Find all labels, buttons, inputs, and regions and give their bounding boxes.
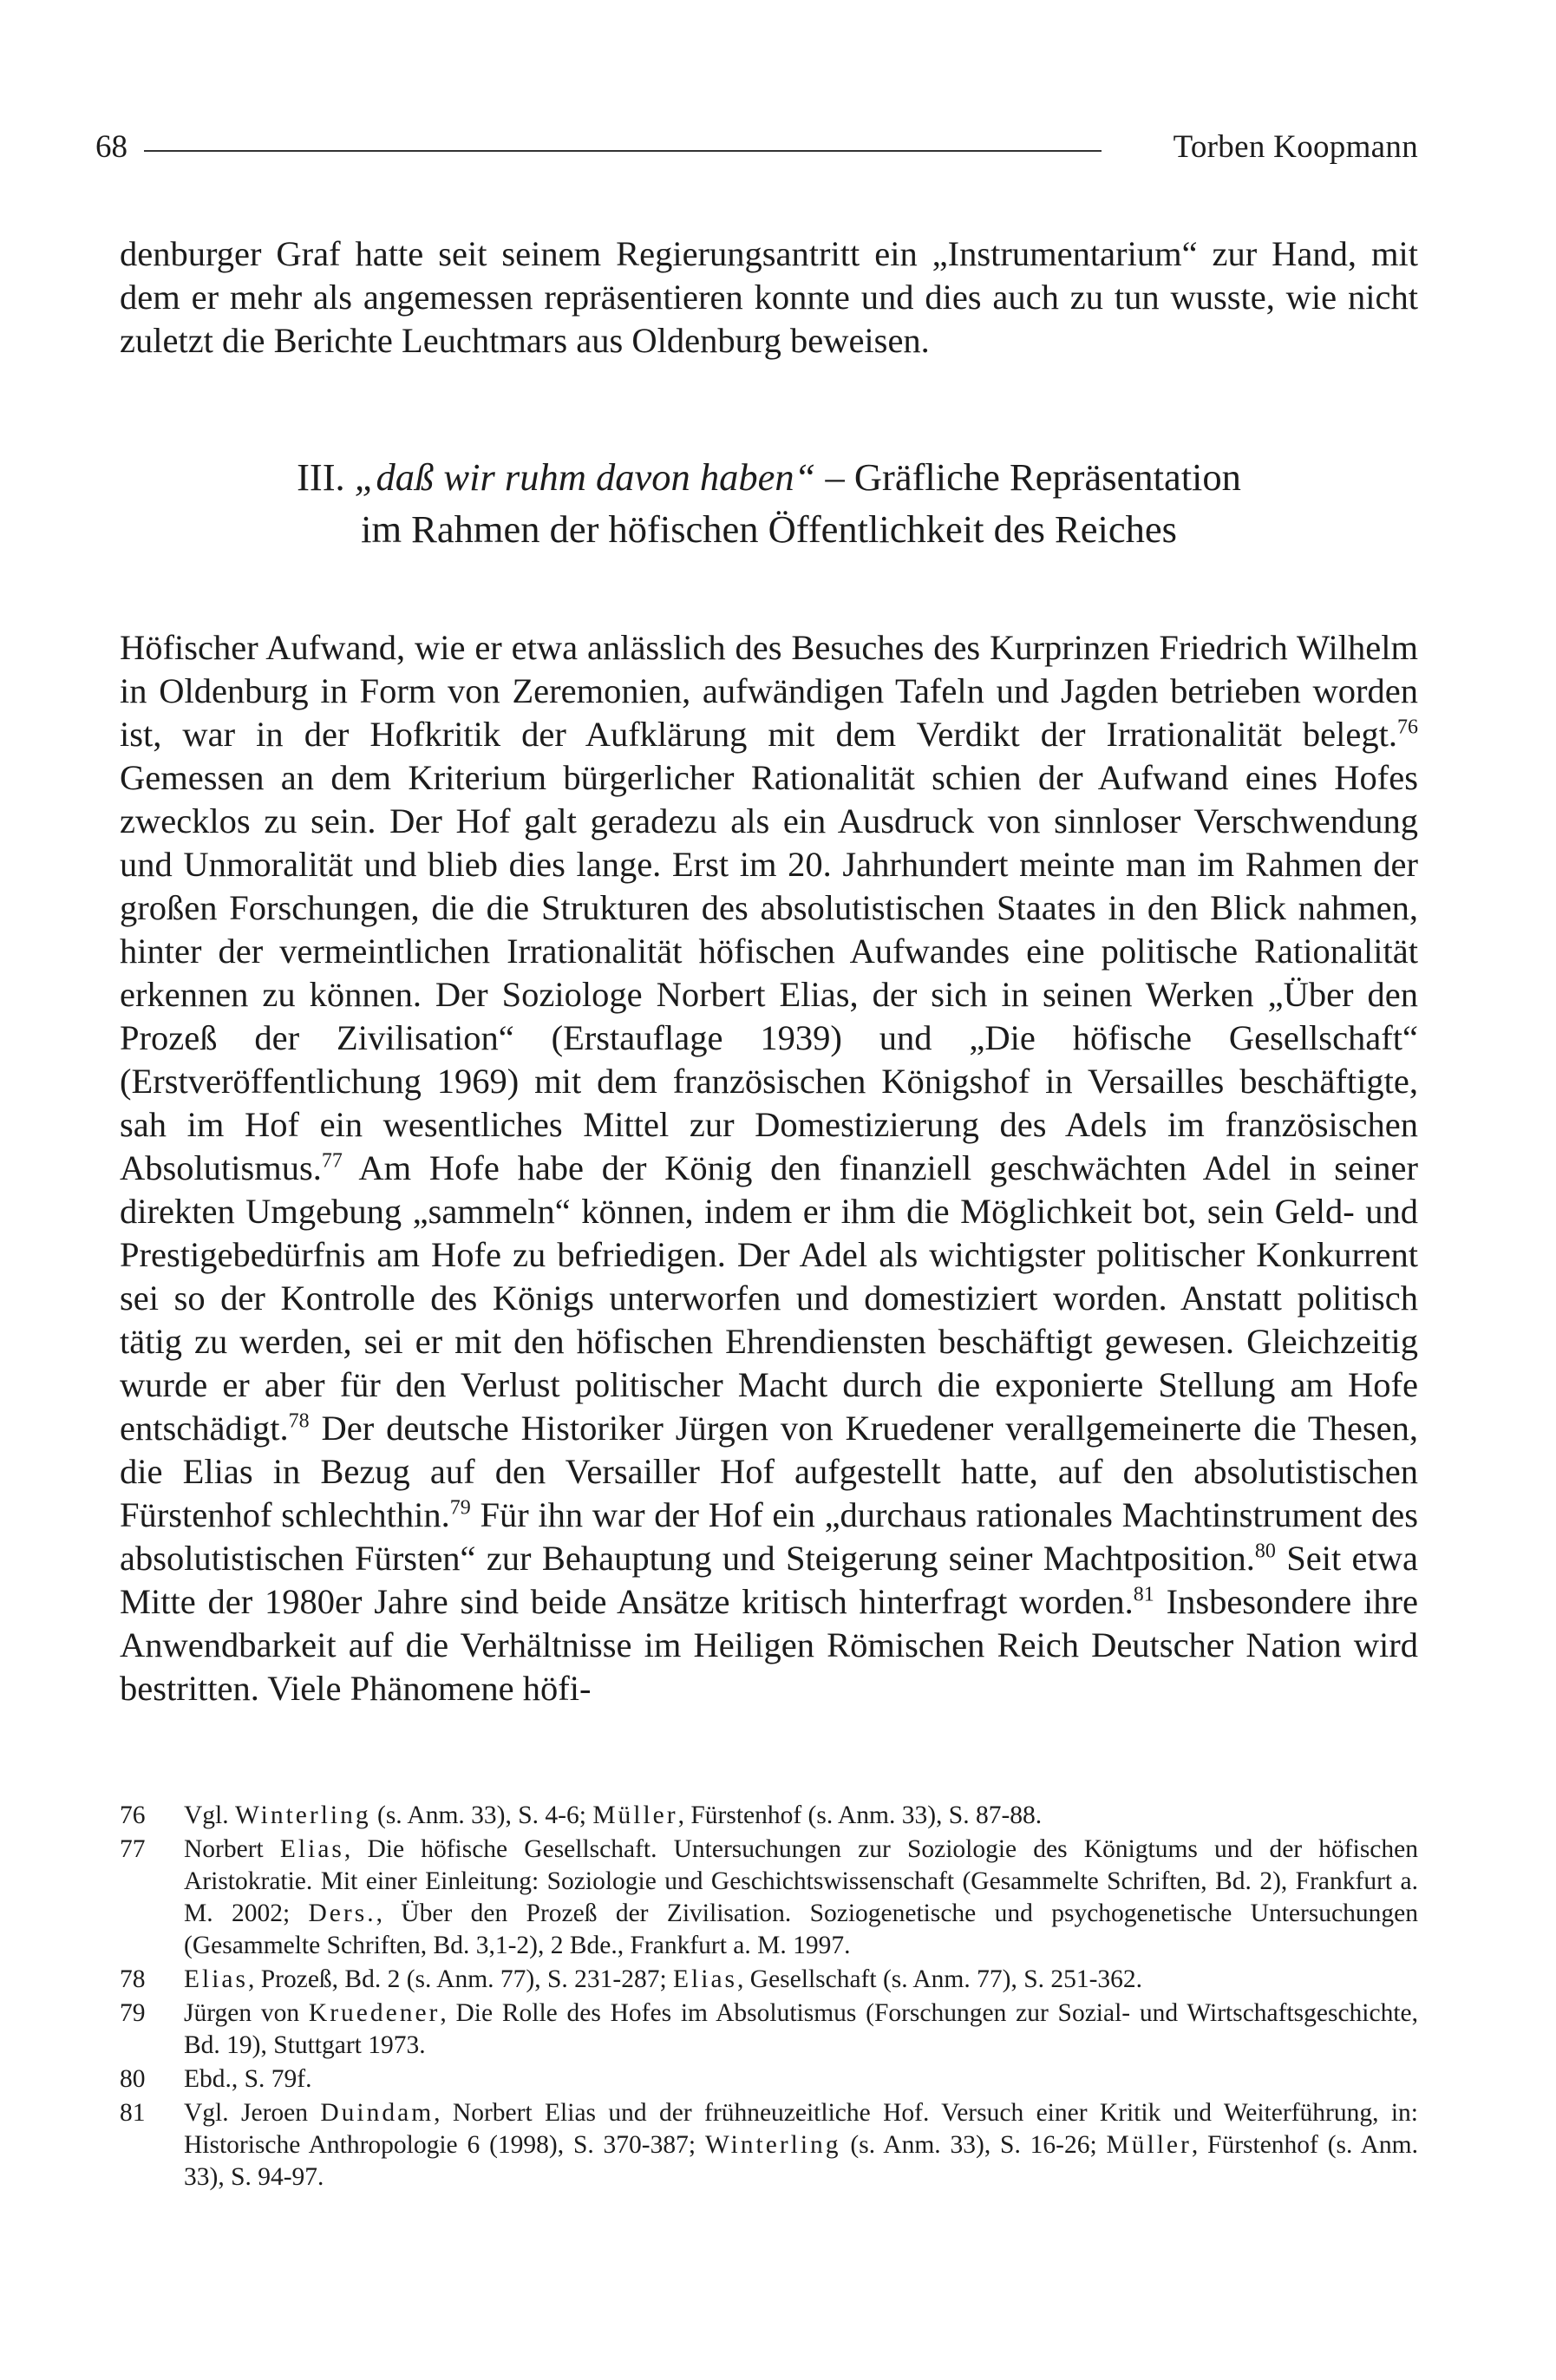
paragraph-continuation: denburger Graf hatte seit seinem Regierungsantritt ein „Instrumentarium“ zur Hand, mit dem er mehr als angemessen repräsentieren konnte und dies auch zu tun wusste, wie nicht zuletzt die Berichte Leuchtmars aus Oldenburg beweisen. [120,234,1418,360]
footnote-ref: 81 [1133,1583,1154,1606]
footnote-author: Elias [673,1965,738,1993]
sentence: Der deutsche Historiker Jürgen von Kruedener verallgemeinerte die Thesen, die Elias in Bezug auf den Versailler Hof aufgestellt hatte, auf den absolutistischen Fürstenhof schlechthin. [120,1409,1418,1534]
section-title-line1: – Gräfliche Repräsentation [825,455,1241,499]
footnote-author: Winterling [704,2131,841,2159]
footnote-author: Müller [592,1801,678,1829]
footnote-ref: 78 [288,1409,310,1433]
footnote-81 [120,2097,1418,2194]
footnote-number: 79 [120,1999,146,2027]
page-number: 68 [95,129,127,165]
footnote-text: , Fürstenhof (s. Anm. 33), S. 87-88. [677,1801,1043,1829]
footnote-number: 76 [120,1801,146,1829]
section-title-line2: im Rahmen der höfischen Öffentlichkeit des Reiches [361,507,1177,551]
sentence: Seit etwa Mitte der 1980er Jahre sind beide Ansätze kritisch hinterfragt worden. [120,1539,1418,1621]
body-paragraph [120,626,1418,1710]
footnote-text: Vgl. Jeroen [184,2099,321,2127]
section-numeral: III. [297,455,345,499]
footnote-text: (s. Anm. 33), S. 4-6; [370,1801,593,1829]
footnote-78 [120,1964,1418,1996]
section-heading [120,451,1418,555]
footnote-number: 80 [120,2065,146,2093]
running-head-author: Torben Koopmann [1173,129,1418,165]
section-quote: „daß wir ruhm davon haben“ [354,455,816,499]
footnotes [120,1800,1418,2195]
footnote-text: , Gesellschaft (s. Anm. 77), S. 251-362. [737,1965,1143,1993]
sentence: Am Hofe habe der König den finanziell geschwächten Adel in seiner direkten Umgebung „sammeln“ können, indem er ihm die Möglichkeit bot, sein Geld- und Prestigebedürfnis am Hofe zu befriedigen. Der Adel als wichtigster politischer Konkurrent sei so der Kontrolle des Königs unterworfen und domestiziert worden. Anstatt politisch tätig zu werden, sei er mit den höfischen Ehrendiensten beschäftigt gewesen. Gleichzeitig wurde er aber für den Verlust politischer Macht durch die exponierte Stellung am Hofe entschädigt. [120,1148,1418,1448]
footnote-ref: 76 [1397,716,1418,739]
sentence: Für ihn war der Hof ein „durchaus rationales Machtinstrument des absolutistischen Fürsten“ zur Behauptung und Steigerung seiner Machtposition. [120,1495,1418,1578]
sentence: Gemessen an dem Kriterium bürgerlicher Rationalität schien der Aufwand eines Hofes zwecklos zu sein. Der Hof galt geradezu als ein Ausdruck von sinnloser Verschwendung und Unmoralität und blieb dies lange. Erst im 20. Jahrhundert meinte man im Rahmen der großen Forschungen, die die Strukturen des absolutistischen Staates in den Blick nahmen, hinter der vermeintlichen Irrationalität höfischen Aufwandes eine politische Rationalität erkennen zu können. Der Soziologe Norbert Elias, der sich in seinen Werken „Über den Prozeß der Zivilisation“ (Erstauflage 1939) und „Die höfische Gesellschaft“ (Erstveröffentlichung 1969) mit dem französischen Königshof in Versailles beschäftigte, sah im Hof ein wesentliches Mittel zur Domestizierung des Adels im französischen Absolutismus. [120,758,1418,1187]
footnote-ref: 79 [449,1496,471,1520]
footnote-79 [120,1998,1418,2062]
footnote-ref: 80 [1254,1540,1276,1563]
footnote-text: Jürgen von [184,1999,309,2027]
footnote-76 [120,1800,1418,1832]
footnote-80 [120,2063,1418,2096]
footnote-text: , Norbert Elias und der frühneuzeitliche Hof. Versuch einer Kritik und Weiterführung, in: Historische Anthropologie 6 (1998), S. 370-387; [184,2099,1418,2159]
footnote-author: Müller [1106,2131,1192,2159]
footnote-text: (s. Anm. 33), S. 16-26; [840,2131,1107,2159]
footnote-77 [120,1834,1418,1962]
footnote-author: Elias [279,1835,344,1863]
footnote-text: Vgl. [184,1801,235,1829]
sentence: Höfischer Aufwand, wie er etwa anlässlich des Besuches des Kurprinzen Friedrich Wilhelm in Oldenburg in Form von Zeremonien, aufwändigen Tafeln und Jagden betrieben worden ist, war in der Hofkritik der Aufklärung mit dem Verdikt der Irrationalität belegt. [120,628,1418,754]
footnote-text: , Die Rolle des Hofes im Absolutismus (Forschungen zur Sozial- und Wirtschaftsgeschichte, Bd. 19), Stuttgart 1973. [184,1999,1418,2059]
footnote-author: Kruedener [308,1999,441,2027]
footnote-text: , Über den Prozeß der Zivilisation. Soziogenetische und psychogenetische Untersuchungen (Gesammelte Schriften, Bd. 3,1-2), 2 Bde., Frankfurt a. M. 1997. [184,1899,1418,1959]
footnote-author: Elias [184,1965,248,1993]
footnote-text: Ebd., S. 79f. [184,2065,312,2093]
footnote-number: 78 [120,1965,146,1993]
footnote-text: , Prozeß, Bd. 2 (s. Anm. 77), S. 231-287; [248,1965,674,1993]
footnote-number: 81 [120,2099,146,2127]
page-header [95,121,1418,173]
footnote-text: , Fürstenhof (s. Anm. 33), S. 94-97. [184,2131,1418,2191]
footnote-ref: 77 [321,1149,343,1173]
footnote-text: Norbert [184,1835,280,1863]
footnote-author: Ders. [308,1899,376,1927]
footnote-number: 77 [120,1835,146,1863]
footnote-author: Winterling [235,1801,371,1829]
footnote-text: , Die höfische Gesellschaft. Untersuchungen zur Soziologie des Königtums und der höfischen Aristokratie. Mit einer Einleitung: Soziologie und Geschichtswissenschaft (Gesammelte Schriften, Bd. 2), Frankfurt a. M. 2002; [184,1835,1418,1927]
footnote-author: Duindam [320,2099,435,2127]
sentence: Insbesondere ihre Anwendbarkeit auf die Verhältnisse im Heiligen Römischen Reich Deutscher Nation wird bestritten. Viele Phänomene höfi- [120,1582,1418,1708]
header-rule [144,150,1102,152]
